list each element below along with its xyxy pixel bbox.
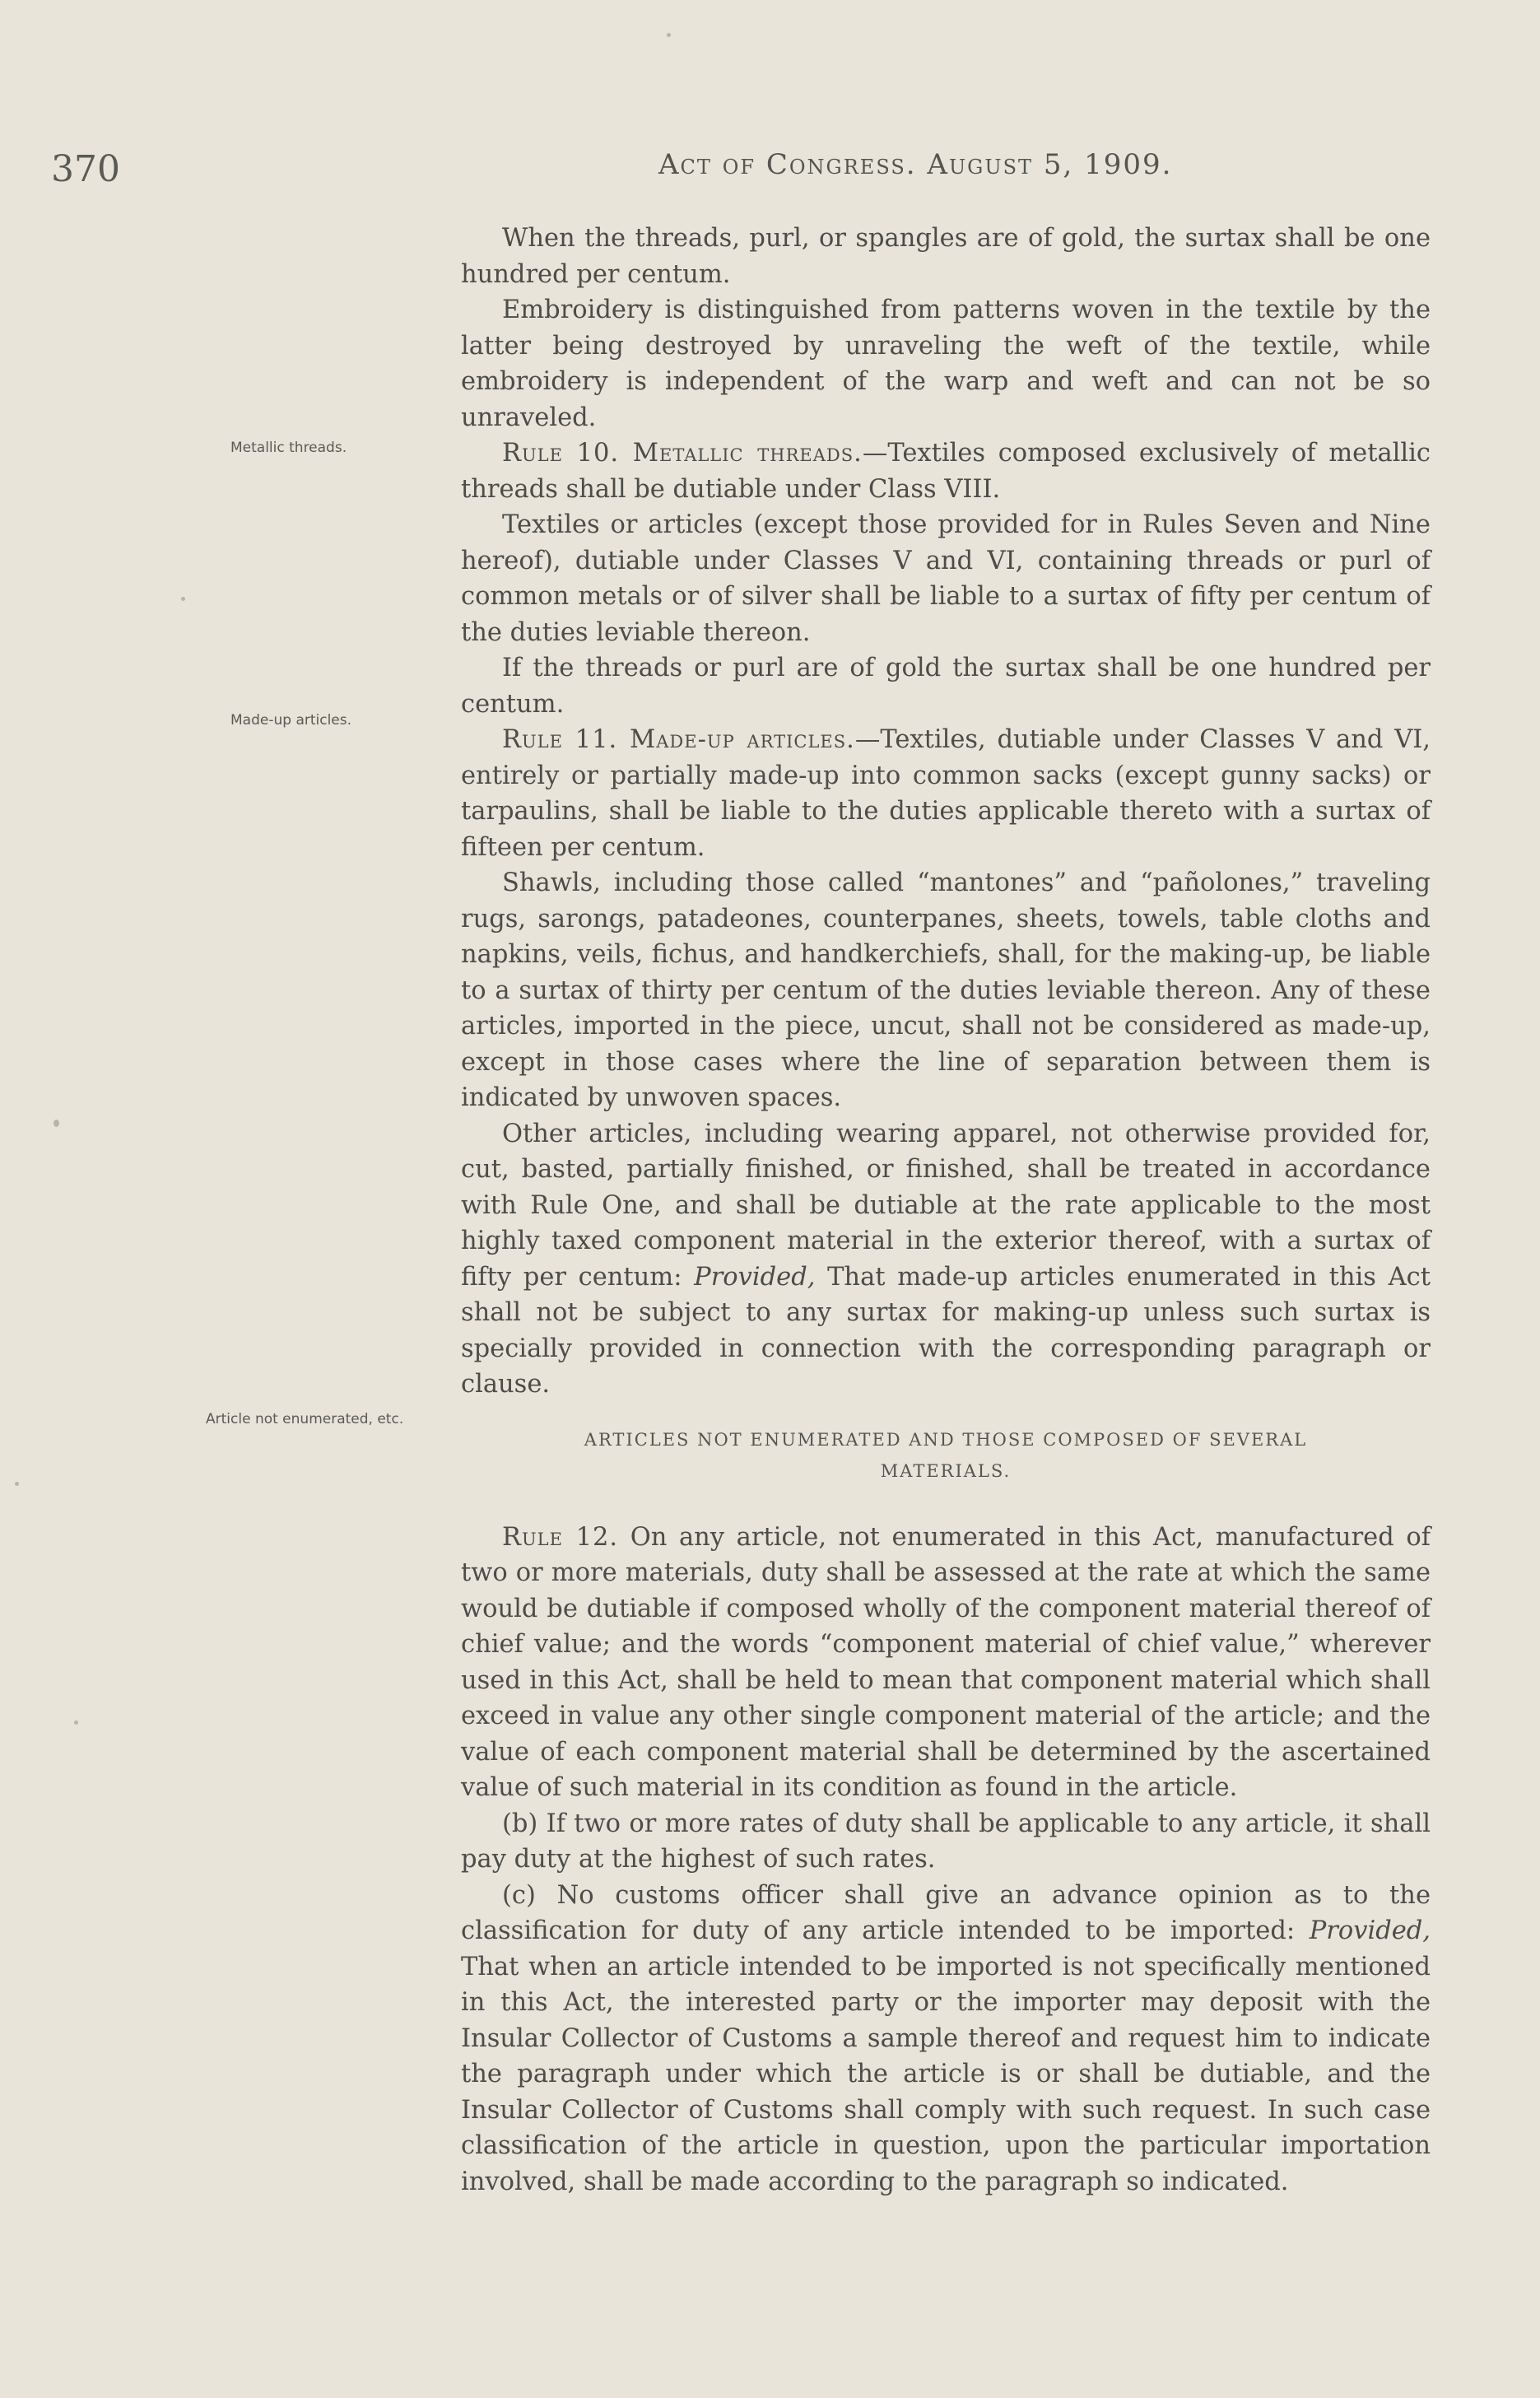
rule-11-heading: Rule 11. Made-up articles. (502, 725, 855, 754)
clause-label: (c) (502, 1880, 536, 1910)
running-head: Act of Congress. August 5, 1909. (658, 148, 1173, 181)
rule-11-text: —Textiles, dutiable under Classes V and VI, entirely or partially made-up into common sacks (except gunny sacks) or tarpaulins, shall be liable to the duties applicable thereto with a surtax of fifteen per centum. (461, 725, 1431, 862)
margin-note-metallic-threads: Metallic threads. (230, 440, 347, 456)
paper-speck (181, 597, 185, 601)
provided-italic: Provided, (694, 1262, 816, 1292)
text: Other articles, including wearing apparel, not otherwise provided for, cut, basted, partially finished, or finished, shall be treated in accordance with Rule One, and shall be dutiable at the rate applicable to the most highly taxed component material in the exterior thereof, with a surtax of fifty per centum: (461, 1119, 1431, 1292)
paragraph: If the threads or purl are of gold the surtax shall be one hundred per centum. (461, 654, 1431, 719)
paragraph: Shawls, including those called “mantones” and “pañolones,” traveling rugs, sarongs, patadeones, counterpanes, sheets, towels, table cloths and napkins, veils, fichus, and handkerchiefs, shall, for the making-up, be liable to a surtax of thirty per centum of the duties leviable thereon. Any of these articles, imported in the piece, uncut, shall not be considered as made-up, except in those cases where the line of separation between them is indicated by unwoven spaces. (461, 868, 1431, 1112)
rule-10-heading: Rule 10. Metallic threads. (502, 439, 863, 468)
rule-12 (461, 1520, 1431, 1806)
text: That made-up articles enumerated in this Act shall not be subject to any surtax for making-up unless such surtax is specially provided in connection with the corresponding paragraph or clause. (461, 1262, 1431, 1399)
page-number: 370 (51, 148, 120, 190)
margin-note-article-not-enumerated: Article not enumerated, etc. (206, 1411, 404, 1427)
section-heading-line: MATERIALS. (880, 1460, 1012, 1481)
clause-text: No customs officer shall give an advance opinion as to the classification for duty of any article intended to be imported: (461, 1880, 1431, 1945)
paragraph: Textiles or articles (except those provided for in Rules Seven and Nine hereof), dutiable under Classes V and VI, containing threads or purl of common metals or of silver shall be liable to a surtax of fifty per centum of the duties leviable thereon. (461, 510, 1431, 647)
rule-10 (461, 435, 1431, 507)
clause-c (461, 1878, 1431, 2200)
paragraph (461, 1116, 1431, 1403)
section-heading (461, 1424, 1431, 1487)
paragraph: When the threads, purl, or spangles are of gold, the surtax shall be one hundred per centum. (461, 224, 1431, 289)
rule-10-text: —Textiles composed exclusively of metallic threads shall be dutiable under Class VIII. (461, 439, 1431, 504)
margin-note-made-up-articles: Made-up articles. (230, 712, 352, 729)
rule-12-heading: Rule 12. (502, 1522, 619, 1552)
body-text (461, 221, 1431, 2200)
provided-italic: Provided, (1309, 1916, 1431, 1945)
paragraph: Embroidery is distinguished from patterns woven in the textile by the latter being destroyed by unraveling the weft of the textile, while embroidery is independent of the warp and weft and can not be so unraveled. (461, 296, 1431, 432)
clause-text: If two or more rates of duty shall be applicable to any article, it shall pay duty at the highest of such rates. (461, 1809, 1431, 1874)
paper-speck (54, 1120, 59, 1127)
rule-11 (461, 722, 1431, 865)
paper-speck (74, 1721, 78, 1725)
clause-text: That when an article intended to be imported is not specifically mentioned in this Act, the interested party or the importer may deposit with the Insular Collector of Customs a sample thereof and request him to indicate the paragraph under which the article is or shall be dutiable, and the Insular Collector of Customs shall comply with such request. In such case classification of the article in question, upon the particular importation involved, shall be made according to the paragraph so indicated. (461, 1952, 1431, 2196)
paper-speck (667, 33, 671, 37)
clause-label: (b) (502, 1809, 538, 1838)
rule-12-text: On any article, not enumerated in this Act, manufactured of two or more materials, duty shall be assessed at the rate at which the same would be dutiable if composed wholly of the component material thereof of chief value; and the words “component material of chief value,” wherever used in this Act, shall be held to mean that component material which shall exceed in value any other single component material of the article; and the value of each component material shall be determined by the ascertained value of such material in its condition as found in the article. (461, 1522, 1431, 1802)
paper-speck (15, 1482, 19, 1486)
section-heading-line: ARTICLES NOT ENUMERATED AND THOSE COMPOSED OF SEVERAL (584, 1429, 1308, 1450)
clause-b (461, 1806, 1431, 1878)
